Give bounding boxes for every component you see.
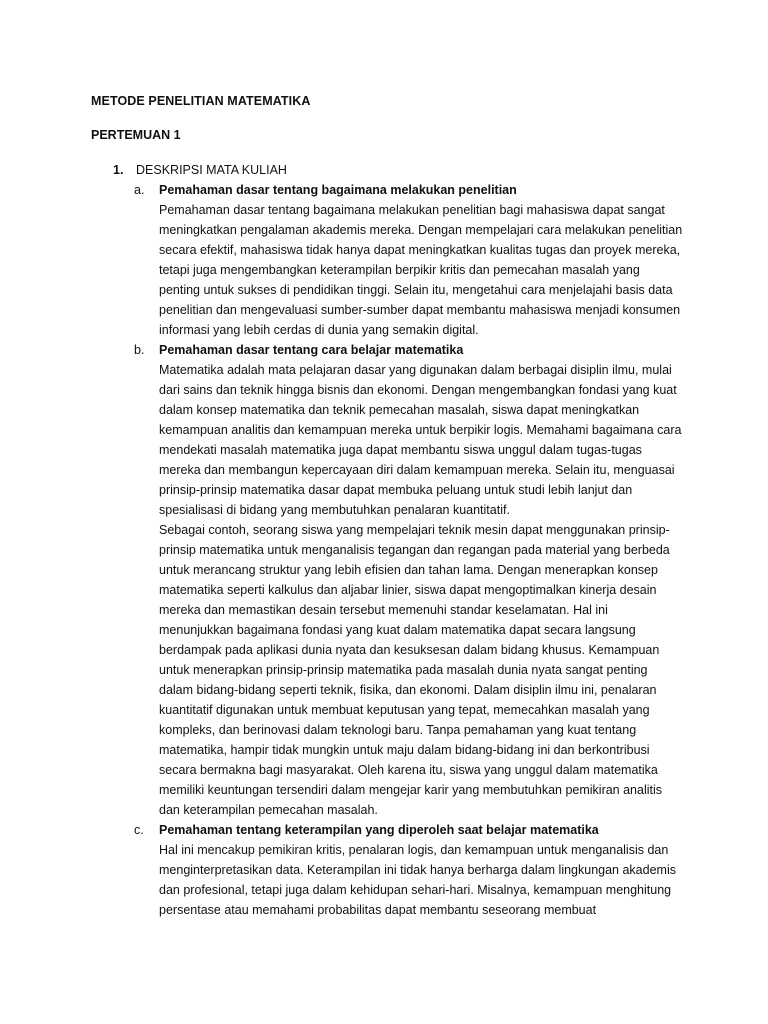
- item-body: [159, 360, 683, 820]
- meeting-heading: PERTEMUAN 1: [91, 128, 181, 142]
- item-letter: a.: [134, 183, 145, 197]
- paragraph: Hal ini mencakup pemikiran kritis, penalaran logis, dan kemampuan untuk menganalisis dan menginterpretasikan data. Keterampilan ini tidak hanya berharga dalam lingkungan akademis dan profesional, tetapi juga dalam kehidupan sehari-hari. Misalnya, kemampuan menghitung persentase atau memahami probabilitas dapat membantu seseorang membuat: [159, 843, 676, 917]
- item-letter: c.: [134, 823, 144, 837]
- list-item-b: [134, 340, 683, 820]
- item-title: Pemahaman dasar tentang cara belajar matematika: [159, 343, 464, 357]
- item-title: Pemahaman dasar tentang bagaimana melakukan penelitian: [159, 183, 517, 197]
- paragraph: Sebagai contoh, seorang siswa yang mempelajari teknik mesin dapat menggunakan prinsip-prinsip matematika untuk menganalisis tegangan dan regangan pada material yang berbeda untuk merancang struktur yang lebih efisien dan tahan lama. Dengan menerapkan konsep matematika seperti kalkulus dan aljabar linier, siswa dapat mengoptimalkan kinerja desain mereka dan memastikan desain tersebut memenuhi standar keselamatan. Hal ini menunjukkan bagaimana fondasi yang kuat dalam matematika dapat secara langsung berdampak pada aplikasi dunia nyata dan kesuksesan dalam bidang khusus. Kemampuan untuk menerapkan prinsip-prinsip matematika pada masalah dunia nyata sangat penting dalam bidang-bidang seperti teknik, fisika, dan ekonomi. Dalam disiplin ilmu ini, penalaran kuantitatif digunakan untuk membuat keputusan yang tepat, memecahkan masalah yang kompleks, dan berinovasi dalam teknologi baru. Tanpa pemahaman yang kuat tentang matematika, hampir tidak mungkin untuk maju dalam bidang-bidang ini dan berkontribusi secara bermakna bagi masyarakat. Oleh karena itu, siswa yang unggul dalam matematika memiliki keuntungan tersendiri dalam mengejar karir yang membutuhkan pemikiran analitis dan keterampilan pemecahan masalah.: [159, 523, 670, 817]
- section-course-description: [113, 160, 683, 920]
- item-title: Pemahaman tentang keterampilan yang diperoleh saat belajar matematika: [159, 823, 599, 837]
- list-item-a: [134, 180, 683, 340]
- item-letter: b.: [134, 343, 145, 357]
- item-body: [159, 840, 683, 920]
- document-title: METODE PENELITIAN MATEMATIKA: [91, 94, 311, 108]
- list-item-c: [134, 820, 683, 920]
- section-title: DESKRIPSI MATA KULIAH: [136, 163, 287, 177]
- paragraph: Pemahaman dasar tentang bagaimana melakukan penelitian bagi mahasiswa dapat sangat meningkatkan pengalaman akademis mereka. Dengan mempelajari cara melakukan penelitian secara efektif, mahasiswa tidak hanya dapat meningkatkan kualitas tugas dan proyek mereka, tetapi juga mengembangkan keterampilan berpikir kritis dan pemecahan masalah yang penting untuk sukses di pendidikan tinggi. Selain itu, mengetahui cara menjelajahi basis data penelitian dan mengevaluasi sumber-sumber dapat membantu mahasiswa menjadi konsumen informasi yang lebih cerdas di dunia yang semakin digital.: [159, 203, 683, 337]
- section-number: 1.: [113, 163, 124, 177]
- paragraph: Matematika adalah mata pelajaran dasar yang digunakan dalam berbagai disiplin ilmu, mulai dari sains dan teknik hingga bisnis dan ekonomi. Dengan mengembangkan fondasi yang kuat dalam konsep matematika dan teknik pemecahan masalah, siswa dapat meningkatkan kemampuan analitis dan kemampuan mereka untuk berpikir logis. Memahami bagaimana cara mendekati masalah matematika juga dapat membantu siswa unggul dalam tugas-tugas mereka dan membangun kepercayaan diri dalam kemampuan mereka. Selain itu, menguasai prinsip-prinsip matematika dasar dapat membuka peluang untuk studi lebih lanjut dan spesialisasi di bidang yang membutuhkan penalaran kuantitatif.: [159, 363, 682, 517]
- section-heading: [113, 160, 683, 180]
- item-body: [159, 200, 683, 340]
